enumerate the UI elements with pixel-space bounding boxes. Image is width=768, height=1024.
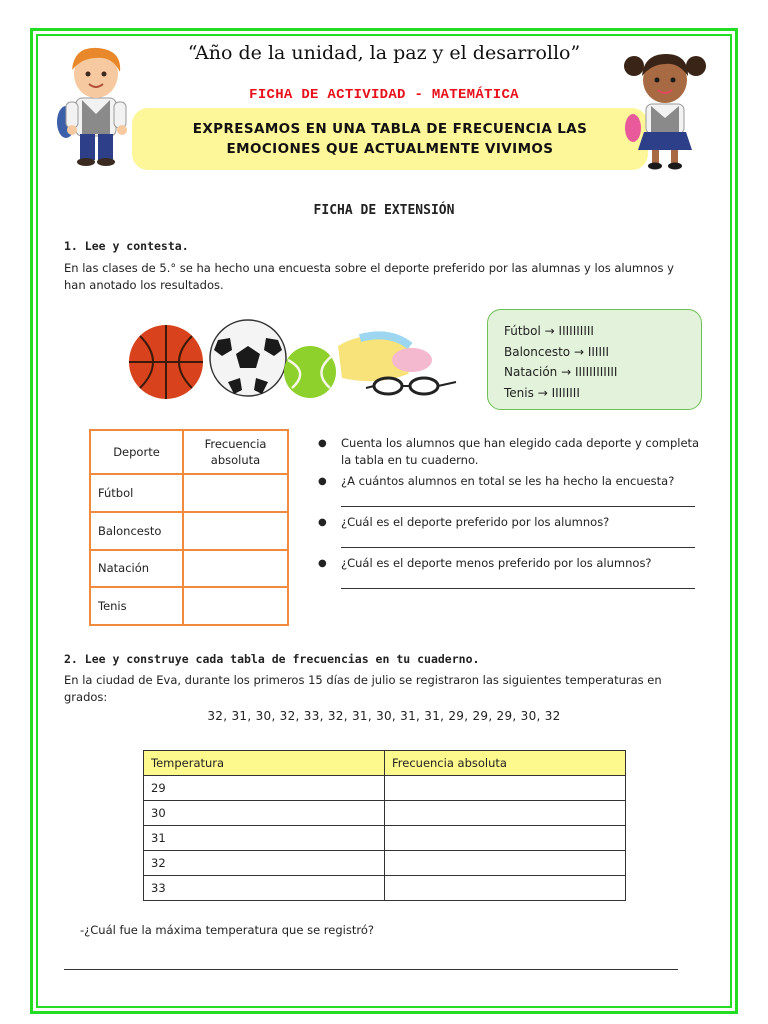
sport-cell: Baloncesto bbox=[90, 512, 183, 550]
answer-line[interactable] bbox=[341, 547, 695, 548]
section2-heading: 2. Lee y construye cada tabla de frecuencias en tu cuaderno. bbox=[64, 652, 480, 666]
table-row bbox=[90, 474, 288, 512]
frequency-cell[interactable] bbox=[385, 851, 626, 876]
boy-student-illustration bbox=[52, 42, 142, 167]
temperature-cell: 32 bbox=[144, 851, 385, 876]
header-frecuencia: Frecuencia absoluta bbox=[183, 430, 288, 474]
temperature-frequency-table bbox=[143, 750, 626, 901]
topic-banner bbox=[132, 108, 648, 170]
frequency-cell[interactable] bbox=[183, 474, 288, 512]
table-header-row bbox=[144, 751, 626, 776]
activity-title: FICHA DE ACTIVIDAD - MATEMÁTICA bbox=[249, 87, 519, 103]
tally-row: Fútbol → IIIIIIIIII bbox=[504, 324, 594, 338]
table-row bbox=[144, 776, 626, 801]
frequency-cell[interactable] bbox=[385, 801, 626, 826]
header-frecuencia: Frecuencia absoluta bbox=[385, 751, 626, 776]
table-header-row bbox=[90, 430, 288, 474]
table-row bbox=[90, 587, 288, 625]
temperature-cell: 33 bbox=[144, 876, 385, 901]
bullet-icon: ● bbox=[318, 476, 327, 487]
tally-row: Tenis → IIIIIIII bbox=[504, 385, 580, 400]
sports-balls-image bbox=[128, 316, 462, 402]
goggles-shape bbox=[374, 378, 402, 394]
table-row bbox=[144, 851, 626, 876]
tennis-ball-shape bbox=[284, 346, 336, 398]
topic-banner-text: EXPRESAMOS EN UNA TABLA DE FRECUENCIA LAS EMOCIONES QUE ACTUALMENTE VIVIMOS bbox=[192, 121, 588, 157]
table-row bbox=[144, 876, 626, 901]
sport-cell: Natación bbox=[90, 550, 183, 588]
pink-backpack-shape bbox=[625, 114, 641, 142]
section1-heading: 1. Lee y contesta. bbox=[64, 239, 189, 253]
sport-cell: Tenis bbox=[90, 587, 183, 625]
frequency-cell[interactable] bbox=[385, 776, 626, 801]
tally-row: Baloncesto → IIIIII bbox=[504, 344, 610, 359]
tally-row: Natación → IIIIIIIIIIII bbox=[504, 365, 618, 379]
year-motto: “Año de la unidad, la paz y el desarrollo” bbox=[187, 42, 581, 64]
frequency-cell[interactable] bbox=[385, 876, 626, 901]
frequency-cell[interactable] bbox=[385, 826, 626, 851]
temperature-cell: 30 bbox=[144, 801, 385, 826]
sport-cell: Fútbol bbox=[90, 474, 183, 512]
bullet-icon: ● bbox=[318, 517, 327, 528]
table-row bbox=[90, 550, 288, 588]
answer-line[interactable] bbox=[341, 506, 695, 507]
extension-title: FICHA DE EXTENSIÓN bbox=[313, 203, 455, 218]
frequency-cell[interactable] bbox=[183, 587, 288, 625]
table-row bbox=[144, 826, 626, 851]
tally-results-box bbox=[487, 309, 702, 410]
table-row bbox=[144, 801, 626, 826]
table-row bbox=[90, 512, 288, 550]
section2-intro: En la ciudad de Eva, durante los primeros 15 días de julio se registraron las siguientes temperaturas en grados: bbox=[64, 673, 662, 704]
header-deporte: Deporte bbox=[90, 430, 183, 474]
temperature-series: 32, 31, 30, 32, 33, 32, 31, 30, 31, 31, 29, 29, 29, 30, 32 bbox=[207, 709, 561, 723]
frequency-cell[interactable] bbox=[183, 512, 288, 550]
frequency-cell[interactable] bbox=[183, 550, 288, 588]
section1-intro: En las clases de 5.° se ha hecho una encuesta sobre el deporte preferido por las alumnas y los alumnos y han anotado los resultados. bbox=[64, 261, 674, 292]
girl-student-illustration bbox=[620, 46, 710, 171]
header-temperatura: Temperatura bbox=[144, 751, 385, 776]
temperature-cell: 29 bbox=[144, 776, 385, 801]
sports-frequency-table bbox=[89, 429, 289, 626]
bullet-icon: ● bbox=[318, 438, 327, 449]
temperature-cell: 31 bbox=[144, 826, 385, 851]
answer-line[interactable] bbox=[341, 588, 695, 589]
final-question: -¿Cuál fue la máxima temperatura que se registró? bbox=[80, 923, 374, 937]
answer-line[interactable] bbox=[64, 969, 678, 970]
bullet-icon: ● bbox=[318, 558, 327, 569]
